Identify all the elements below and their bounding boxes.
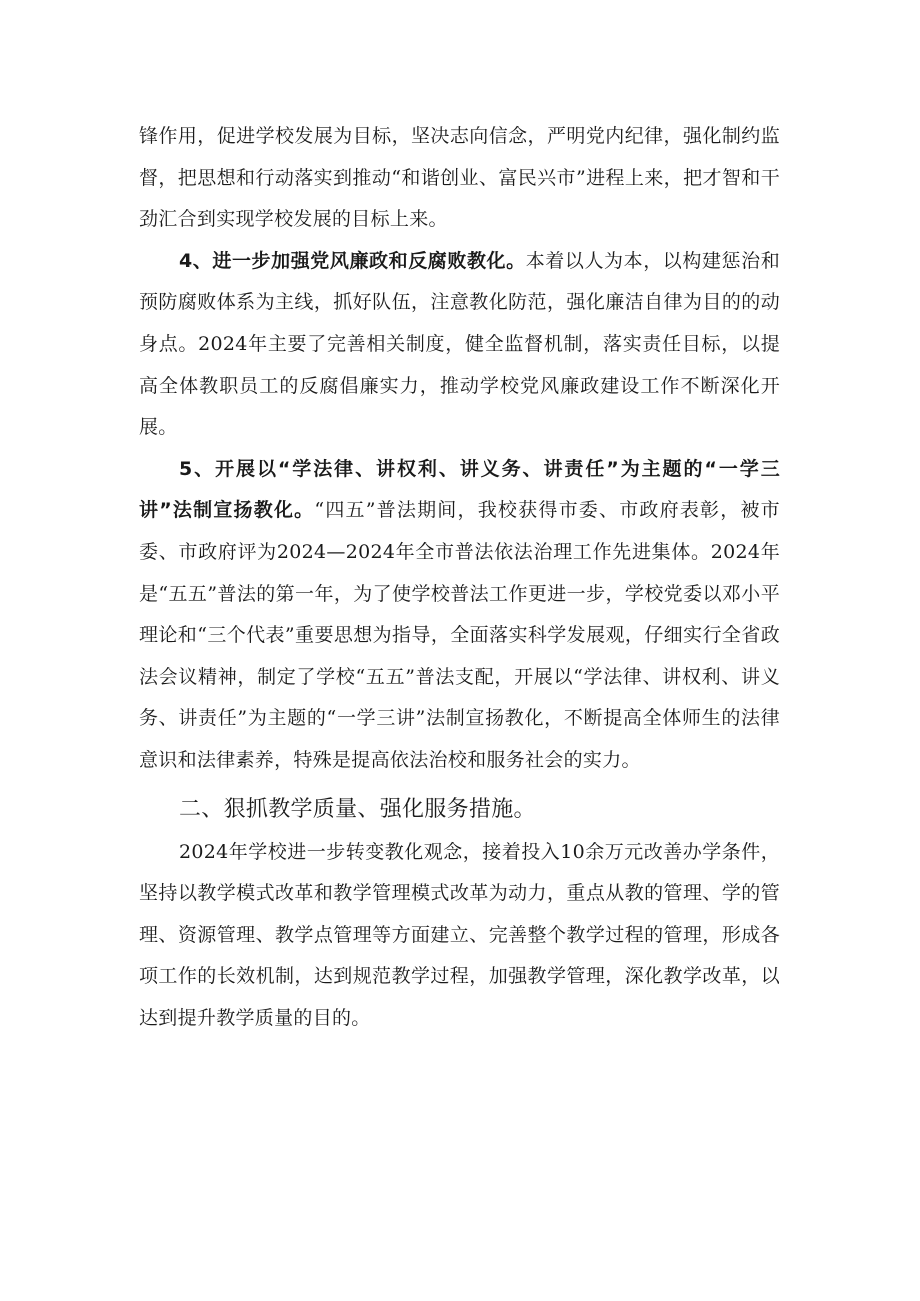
paragraph-item-5	[139, 449, 780, 782]
section-heading-2	[139, 788, 780, 832]
paragraph-text: 2024年学校进一步转变教化观念，接着投入10余万元改善办学条件，坚持以教学模式改革和教学管理模式改革为动力，重点从教的管理、学的管理、资源管理、教学点管理等方面建立、完善整个教学过程的管理，形成各项工作的长效机制，达到规范教学过程，加强教学管理，深化教学改革，以达到提升教学质量的目的。	[139, 840, 780, 1029]
paragraph-text: 锋作用，促进学校发展为目标，坚决志向信念，严明党内纪律，强化制约监督，把思想和行动落实到推动“和谐创业、富民兴市”进程上来，把才智和干劲汇合到实现学校发展的目标上来。	[139, 125, 780, 231]
paragraph-item-4	[139, 241, 780, 449]
item-5-heading: 5、开展以“学法律、讲权利、讲义务、讲责任”为主题的“一学三讲”法制宣扬教化。	[139, 457, 780, 522]
item-5-body: “四五”普法期间，我校获得市委、市政府表彰，被市委、市政府评为2024—2024年全市普法依法治理工作先进集体。2024年是“五五”普法的第一年，为了使学校普法工作更进一步，学校党委以邓小平理论和“三个代表”重要思想为指导，全面落实科学发展观，仔细实行全省政法会议精神，制定了学校“五五”普法支配，开展以“学法律、讲权利、讲义务、讲责任”为主题的“一学三讲”法制宣扬教化，不断提高全体师生的法律意识和法律素养，特殊是提高依法治校和服务社会的实力。	[139, 499, 780, 771]
item-4-heading: 4、进一步加强党风廉政和反腐败教化。	[179, 249, 526, 272]
paragraph-teaching-quality	[139, 832, 780, 1040]
paragraph-continuation	[139, 116, 780, 241]
section-heading-text: 二、狠抓教学质量、强化服务措施。	[179, 796, 536, 822]
item-4-body: 本着以人为本，以构建惩治和预防腐败体系为主线，抓好队伍，注意教化防范，强化廉洁自律为目的的动身点。2024年主要了完善相关制度，健全监督机制，落实责任目标，以提高全体教职员工的反腐倡廉实力，推动学校党风廉政建设工作不断深化开展。	[139, 249, 780, 439]
document-page	[139, 116, 780, 1039]
